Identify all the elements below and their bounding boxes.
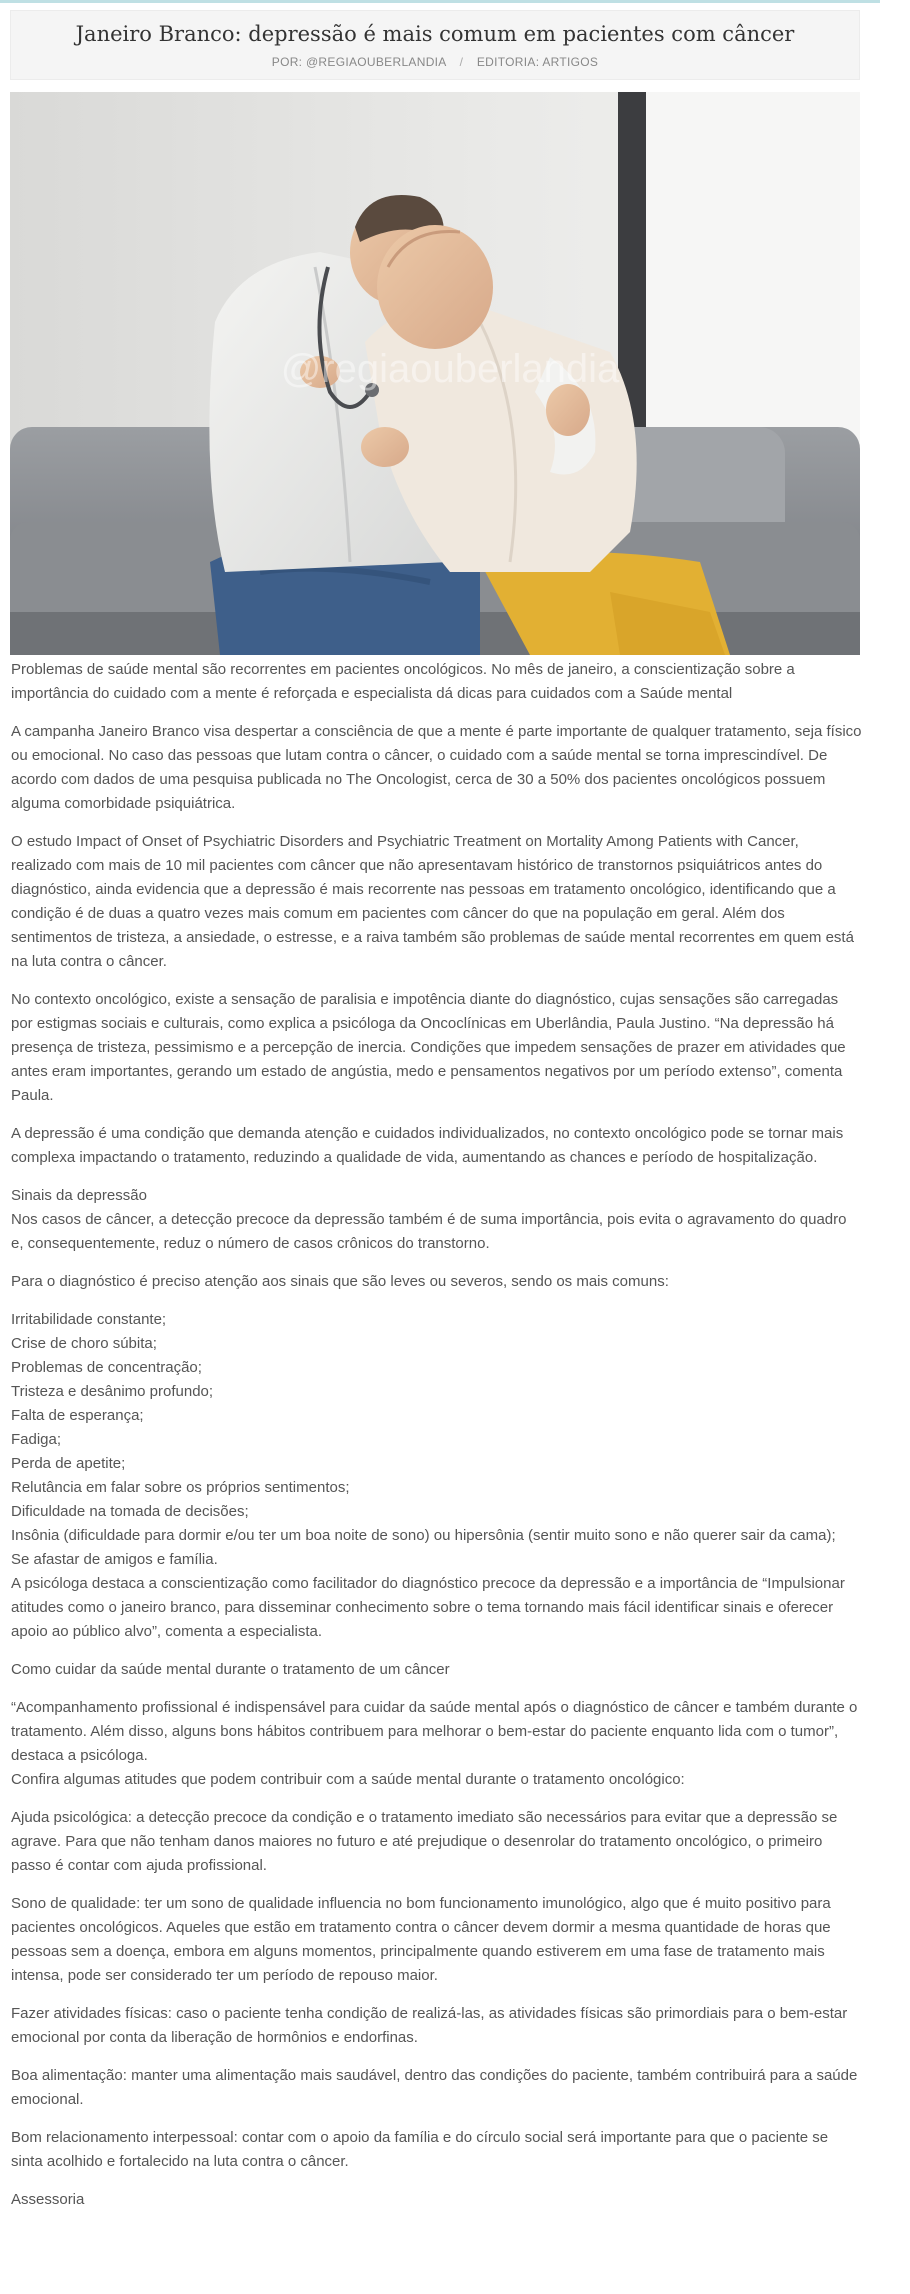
paragraph-psych-help: Ajuda psicológica: a detecção precoce da condição e o tratamento imediato são necessários para evitar que a depressão se agrave. Para que não tenham danos maiores no futuro e até prejudique o desenrolar do tratamento oncológico, o primeiro passo é contar com ajuda profissional. [11, 1809, 838, 1874]
list-item: Tristeza e desânimo profundo; [11, 1383, 214, 1400]
meta-separator: / [459, 55, 464, 69]
list-item: Dificuldade na tomada de decisões; [11, 1503, 249, 1520]
paragraph-awareness: A psicóloga destaca a conscientização como facilitador do diagnóstico precoce da depressão e a importância de “Impulsionar atitudes como o janeiro branco, para disseminar conhecimento sobre o tema tornando mais fácil identificar sinais e oferecer apoio ao público alvo”, comenta a especialista. [11, 1575, 845, 1640]
paragraph-condition: A depressão é uma condição que demanda atenção e cuidados individualizados, no contexto oncológico pode se tornar mais complexa impactando o tratamento, reduzindo a qualidade de vida, aumentando as chances e período de hospitalização. [11, 1125, 844, 1166]
list-item: Se afastar de amigos e família. [11, 1551, 218, 1568]
subheading-care: Como cuidar da saúde mental durante o tratamento de um câncer [11, 1661, 450, 1678]
paragraph-food: Boa alimentação: manter uma alimentação mais saudável, dentro das condições do paciente, também contribuirá para a saúde emocional. [11, 2067, 858, 2108]
paragraph-campaign: A campanha Janeiro Branco visa despertar a consciência de que a mente é parte importante de qualquer tratamento, seja físico ou emocional. No caso das pessoas que lutam contra o câncer, o cuidado com a saúde mental se torna imprescindível. De acordo com dados de uma pesquisa publicada no The Oncologist, cerca de 30 a 50% dos pacientes oncológicos possuem alguma comorbidade psiquiátrica. [11, 723, 862, 812]
list-item: Falta de esperança; [11, 1407, 144, 1424]
page-title: Janeiro Branco: depressão é mais comum em pacientes com câncer [75, 22, 795, 46]
list-item: Problemas de concentração; [11, 1359, 202, 1376]
paragraph-sleep: Sono de qualidade: ter um sono de qualidade influencia no bom funcionamento imunológico, algo que é muito positivo para pacientes oncológicos. Aqueles que estão em tratamento contra o câncer devem dormir a mesma quantidade de horas que pessoas sem a doença, embora em alguns momentos, principalmente quando estiverem em uma fase de tratamento mais intensa, pode ser considerado ter um período de repouso maior. [11, 1895, 831, 1984]
category-label: EDITORIA: [476, 55, 540, 69]
paragraph-early-detection: Nos casos de câncer, a detecção precoce da depressão também é de suma importância, pois evita o agravamento do quadro e, consequentemente, reduz o número de casos crônicos do transtorno. [11, 1211, 847, 1252]
footer-credit: Assessoria [11, 2191, 85, 2208]
top-accent-line [0, 0, 880, 3]
signs-list [11, 1308, 863, 1572]
paragraph-intro: Problemas de saúde mental são recorrentes em pacientes oncológicos. No mês de janeiro, a conscientização sobre a importância do cuidado com a mente é reforçada e especialista dá dicas para cuidados com a Saúde mental [11, 661, 795, 702]
article-meta [11, 55, 859, 69]
paragraph-study: O estudo Impact of Onset of Psychiatric Disorders and Psychiatric Treatment on Mortality Among Patients with Cancer, realizado com mais de 10 mil pacientes com câncer que não apresentavam histórico de transtornos psiquiátricos antes do diagnóstico, ainda evidencia que a depressão é mais recorrente nas pessoas em tratamento oncológico, identificando que a condição é de duas a quatro vezes mais comum em pacientes com câncer do que na população em geral. Além dos sentimentos de tristeza, a ansiedade, o estresse, e a raiva também são problemas de saúde mental recorrentes em quem está na luta contra o câncer. [11, 833, 854, 970]
list-item: Fadiga; [11, 1431, 62, 1448]
list-item: Irritabilidade constante; [11, 1311, 167, 1328]
paragraph-attitudes: Confira algumas atitudes que podem contribuir com a saúde mental durante o tratamento oncológico: [11, 1771, 685, 1788]
hero-image [10, 92, 860, 655]
list-item: Insônia (dificuldade para dormir e/ou ter um boa noite de sono) ou hipersônia (sentir muito sono e não querer sair da cama); [11, 1527, 836, 1544]
paragraph-context: No contexto oncológico, existe a sensação de paralisia e impotência diante do diagnóstico, cujas sensações são carregadas por estigmas sociais e culturais, como explica a psicóloga da Oncoclínicas em Uberlândia, Paula Justino. “Na depressão há presença de tristeza, pessimismo e a percepção de inercia. Condições que impedem sensações de prazer em atividades que antes eram importantes, gerando um estado de angústia, medo e pensamentos negativos por um período extenso”, comenta Paula. [11, 991, 846, 1104]
article-header [10, 10, 860, 80]
author-label: POR: [271, 55, 303, 69]
hero-illustration [10, 92, 860, 655]
paragraph-relationships: Bom relacionamento interpessoal: contar com o apoio da família e do círculo social será importante para que o paciente se sinta acolhido e fortalecido na luta contra o câncer. [11, 2129, 829, 2170]
list-item: Crise de choro súbita; [11, 1335, 157, 1352]
subheading-signs: Sinais da depressão [11, 1187, 147, 1204]
paragraph-diagnosis: Para o diagnóstico é preciso atenção aos sinais que são leves ou severos, sendo os mais comuns: [11, 1273, 669, 1290]
paragraph-exercise: Fazer atividades físicas: caso o paciente tenha condição de realizá-las, as atividades físicas são primordiais para o bem-estar emocional por conta da liberação de hormônios e endorfinas. [11, 2005, 848, 2046]
list-item: Relutância em falar sobre os próprios sentimentos; [11, 1479, 350, 1496]
list-item: Perda de apetite; [11, 1455, 126, 1472]
paragraph-quote: “Acompanhamento profissional é indispensável para cuidar da saúde mental após o diagnóstico de câncer e também durante o tratamento. Além disso, alguns bons hábitos contribuem para melhorar o bem-estar do paciente enquanto lida com o tumor”, destaca a psicóloga. [11, 1699, 858, 1764]
author-link[interactable]: @REGIAOUBERLANDIA [305, 55, 446, 69]
watermark-text: @regiaouberlandia [280, 347, 620, 391]
category-link[interactable]: ARTIGOS [542, 55, 599, 69]
article-body [11, 658, 863, 2226]
